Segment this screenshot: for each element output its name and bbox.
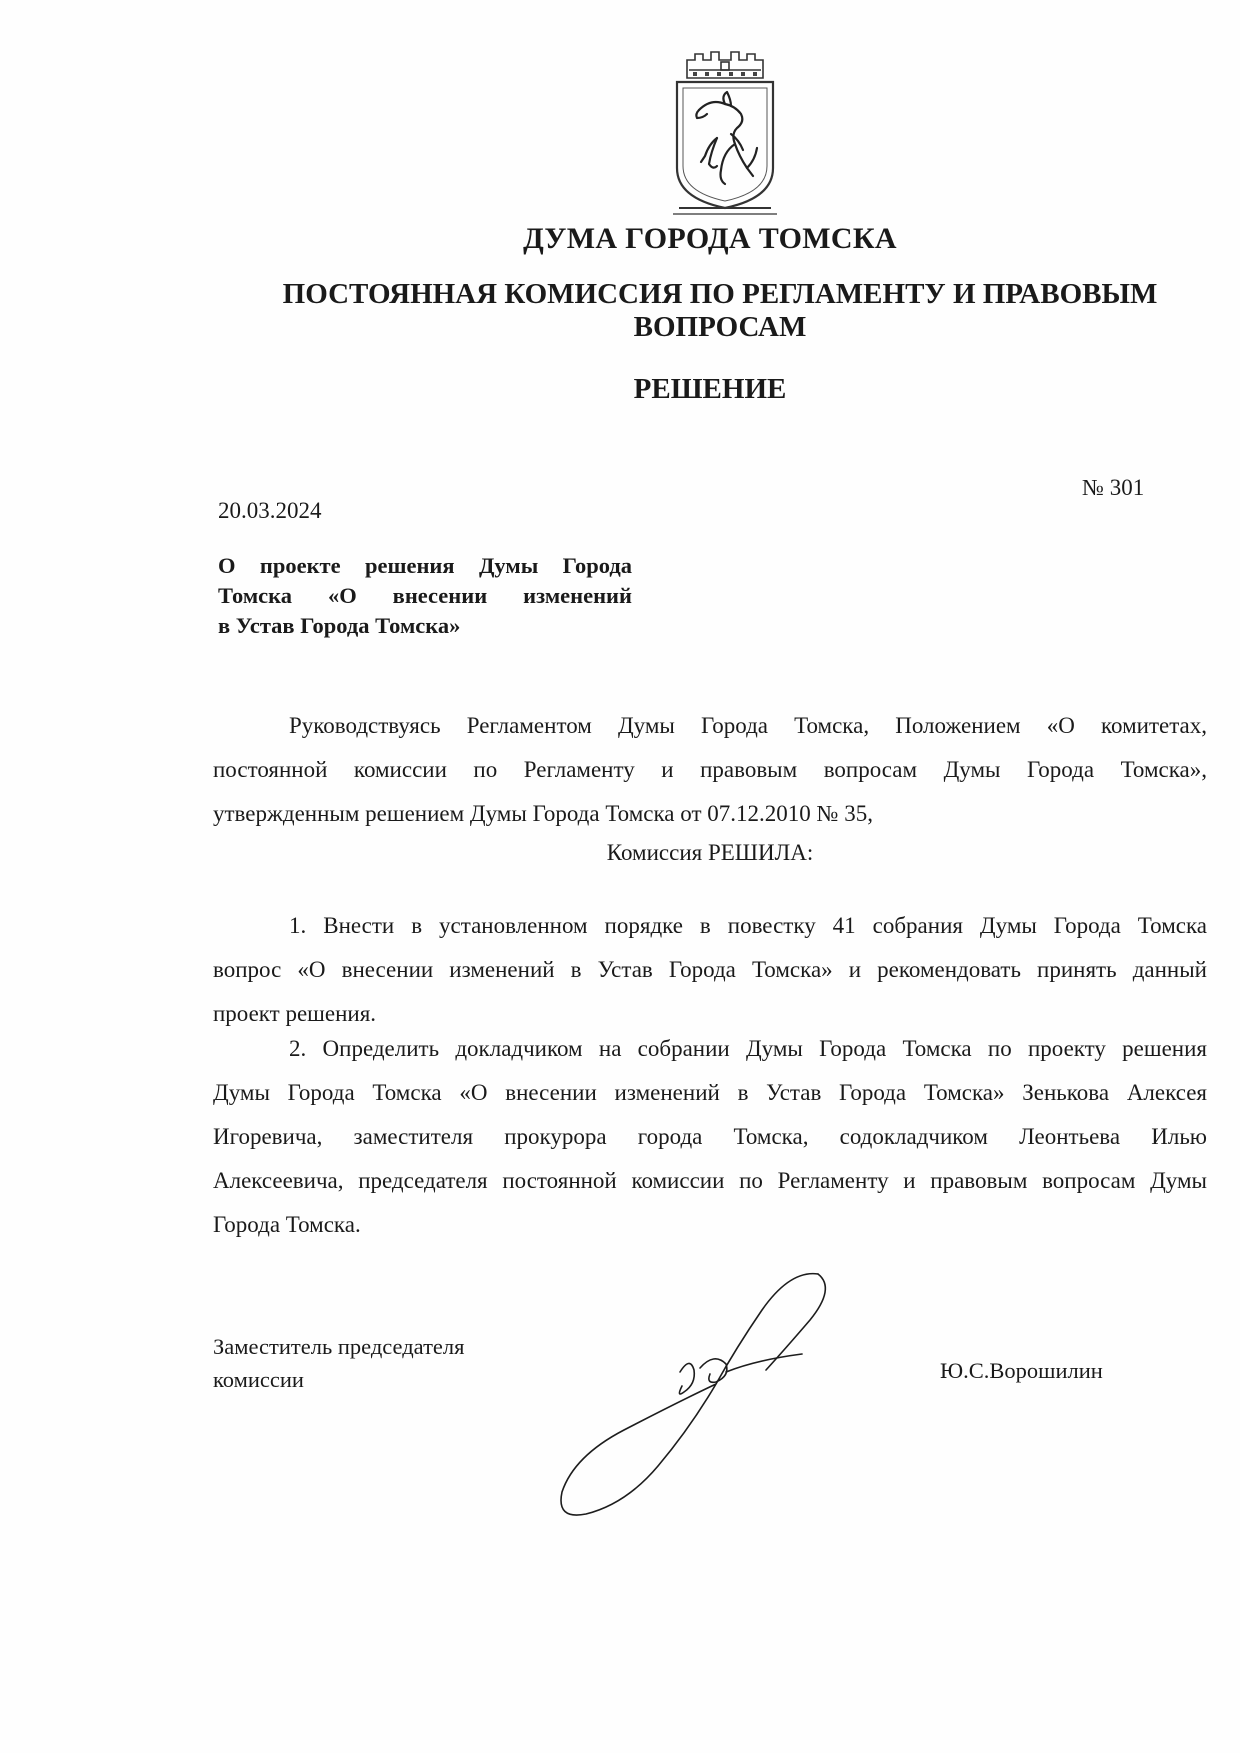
decision-item-2 [213, 1027, 1207, 1247]
paragraph-line: проект решения. [213, 1001, 377, 1026]
commission-title-line2: ВОПРОСАМ [633, 311, 807, 343]
document-subject [218, 551, 632, 641]
preamble-paragraph [213, 704, 1207, 836]
signer-name: Ю.С.Ворошилин [940, 1358, 1103, 1383]
org-title: ДУМА ГОРОДА ТОМСКА [523, 222, 897, 255]
commission-title [260, 278, 1180, 344]
decision-item-1 [213, 904, 1207, 1036]
document-kind: РЕШЕНИЕ [633, 373, 787, 405]
document-date: 20.03.2024 [218, 498, 322, 523]
paragraph-line: Алексеевича, председателя постоянной комиссии по Регламенту и правовым вопросам Думы [213, 1168, 1207, 1193]
subject-line: в Устав Города Томска» [218, 613, 461, 638]
paragraph-line: утвержденным решением Думы Города Томска от 07.12.2010 № 35, [213, 801, 873, 826]
paragraph-line: Думы Города Томска «О внесении изменений в Устав Города Томска» Зенькова Алексея [213, 1080, 1207, 1105]
commission-title-line1: ПОСТОЯННАЯ КОМИССИЯ ПО РЕГЛАМЕНТУ И ПРАВОВЫМ [282, 278, 1158, 310]
signer-position-line1: Заместитель председателя [213, 1334, 465, 1359]
subject-line: О проекте решения Думы Города [218, 553, 632, 578]
paragraph-line: Руководствуясь Регламентом Думы Города Томска, Положением «О комитетах, [289, 713, 1207, 738]
signer-position [213, 1330, 464, 1396]
handwritten-signature-icon [540, 1260, 860, 1530]
document-number: № 301 [1082, 475, 1145, 500]
paragraph-line: постоянной комиссии по Регламенту и правовым вопросам Думы Города Томска», [213, 757, 1207, 782]
paragraph-line: 2. Определить докладчиком на собрании Думы Города Томска по проекту решения [289, 1036, 1207, 1061]
decision-heading: Комиссия РЕШИЛА: [606, 840, 814, 865]
subject-line: Томска «О внесении изменений [218, 583, 632, 608]
tomsk-coat-of-arms-icon [665, 48, 785, 218]
paragraph-line: вопрос «О внесении изменений в Устав Города Томска» и рекомендовать принять данный [213, 957, 1207, 982]
paragraph-line: Города Томска. [213, 1212, 361, 1237]
signer-position-line2: комиссии [213, 1367, 304, 1392]
paragraph-line: Игоревича, заместителя прокурора города Томска, содокладчиком Леонтьева Илью [213, 1124, 1207, 1149]
paragraph-line: 1. Внести в установленном порядке в повестку 41 собрания Думы Города Томска [289, 913, 1207, 938]
